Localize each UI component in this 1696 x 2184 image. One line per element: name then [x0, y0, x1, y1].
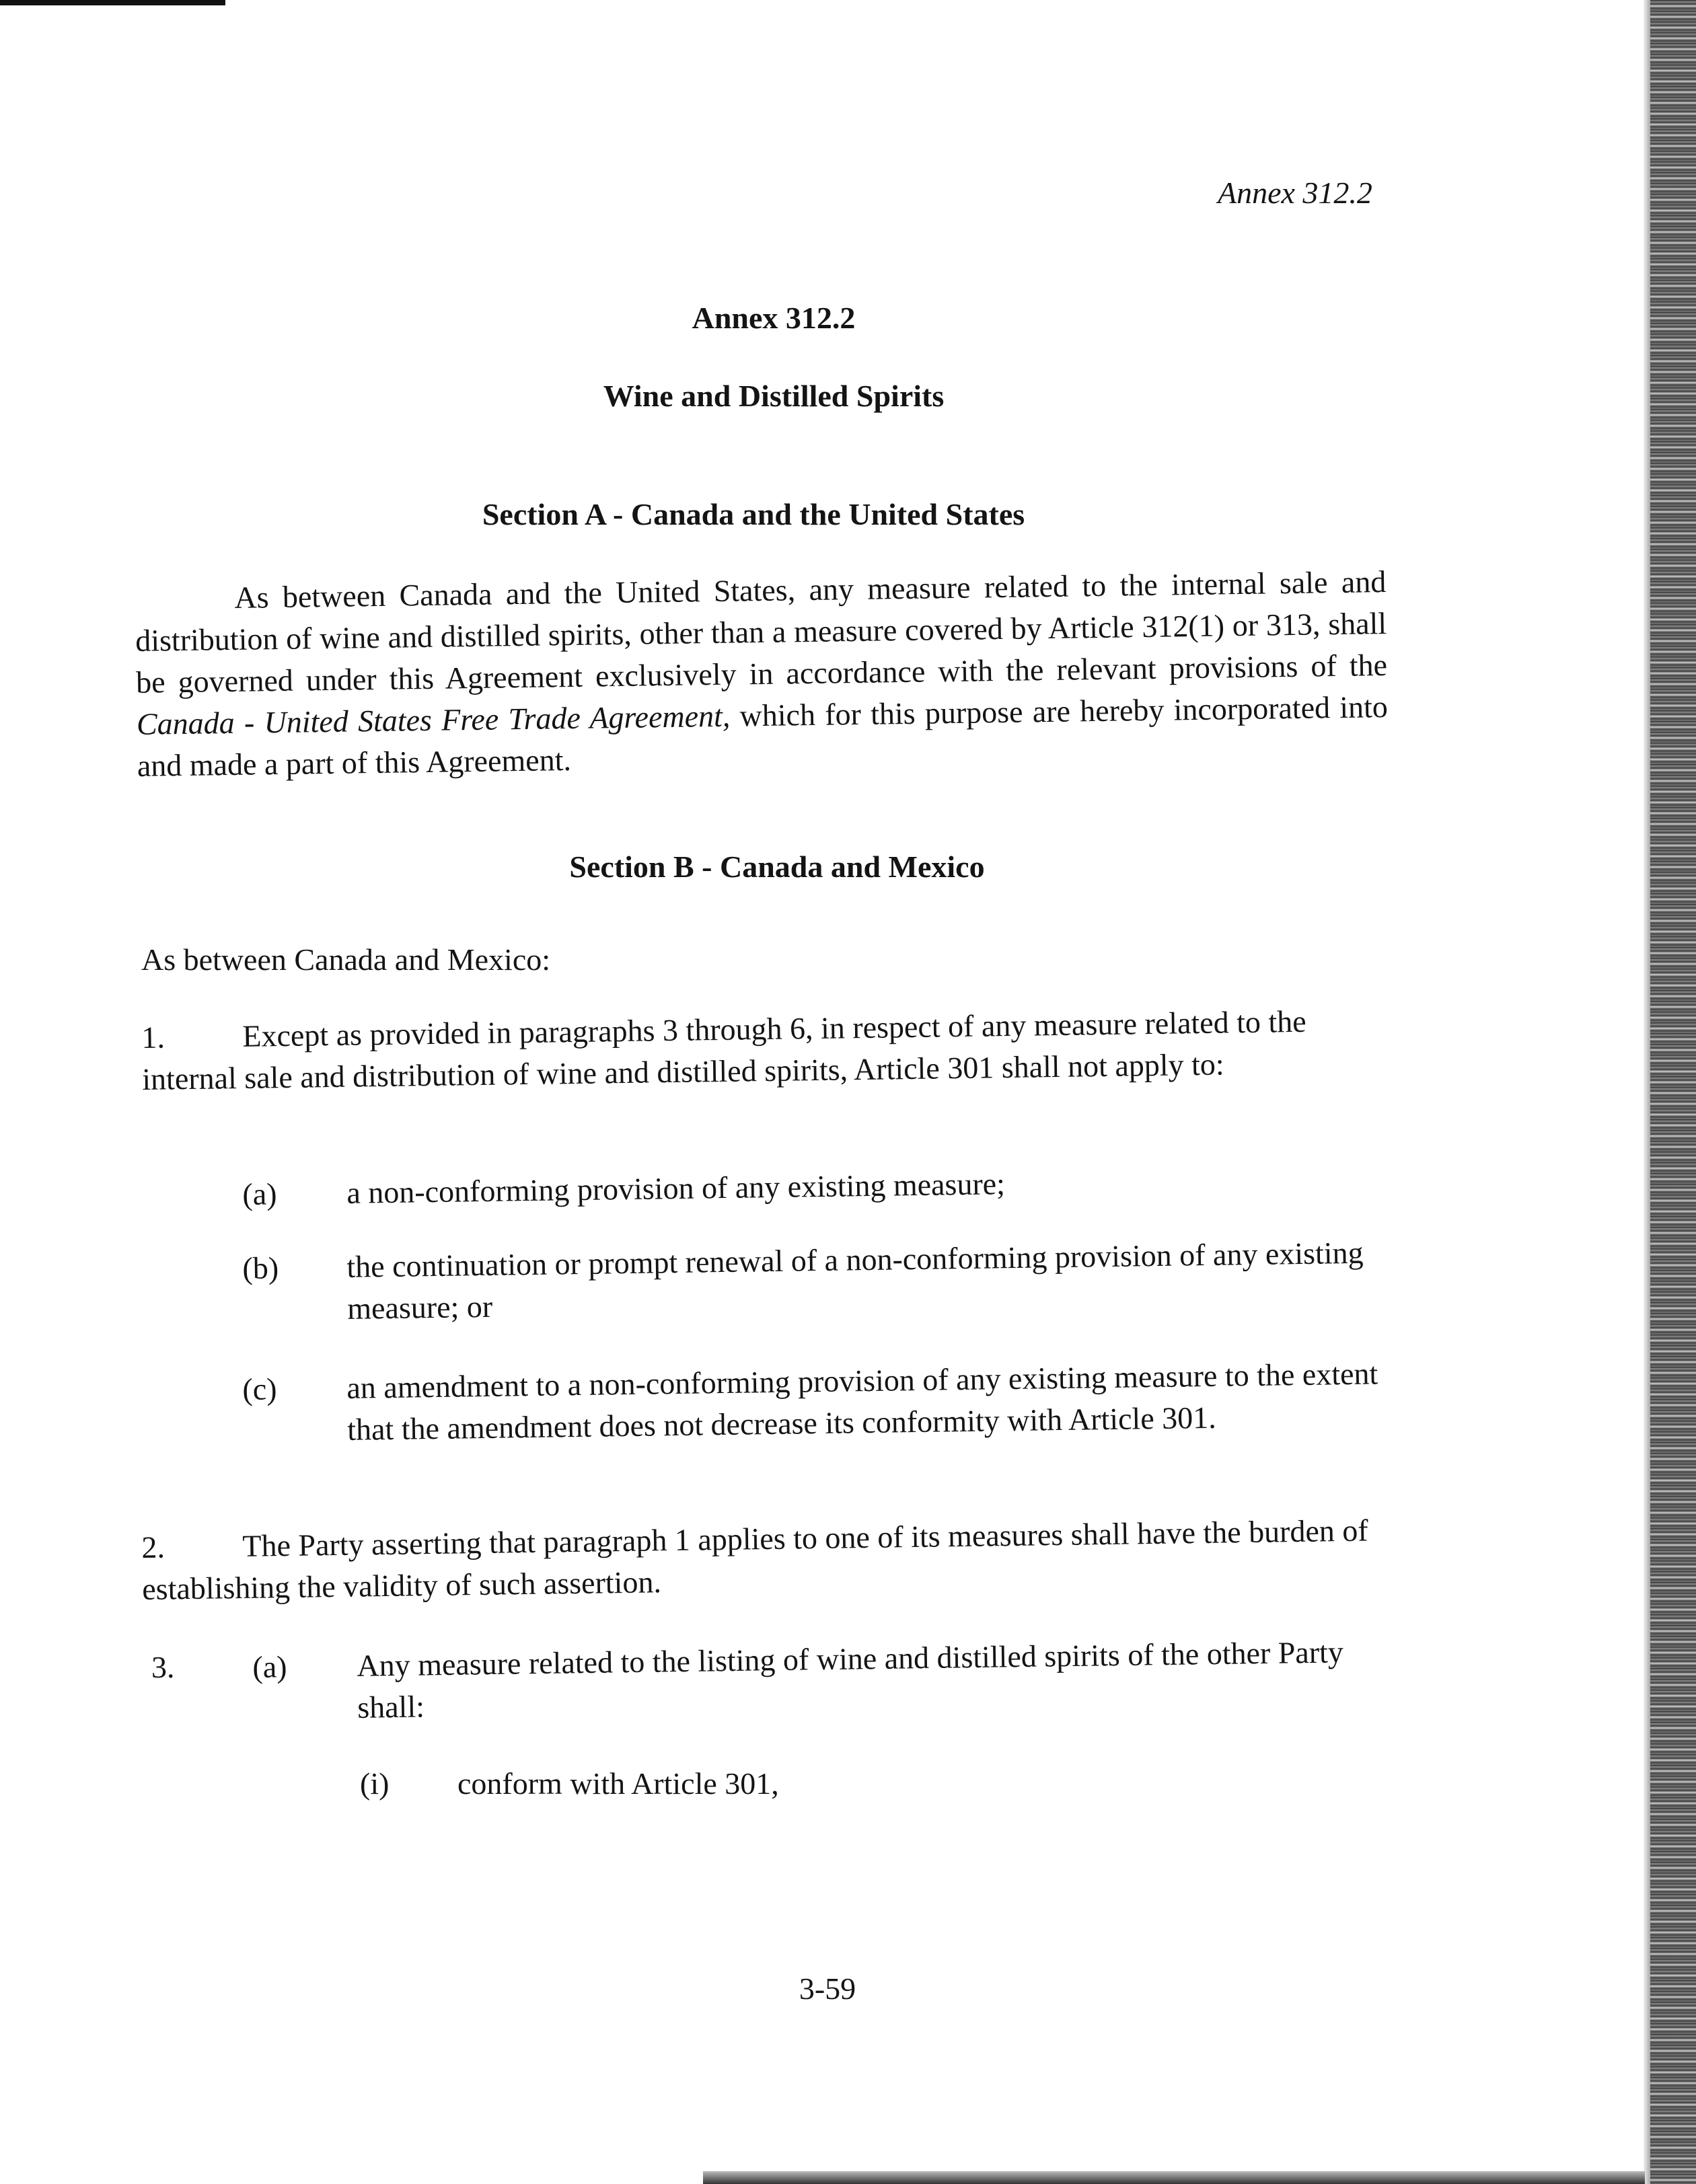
fta-title: Canada - United States Free Trade Agreement, — [136, 698, 731, 741]
scan-right-edge — [1644, 0, 1696, 2184]
section-b-heading: Section B - Canada and Mexico — [569, 850, 985, 884]
paragraph-3-number: 3. — [151, 1650, 175, 1684]
section-b-intro: As between Canada and Mexico: — [141, 942, 551, 977]
section-a-paragraph — [135, 561, 1389, 787]
running-head: Annex 312.2 — [1218, 176, 1372, 210]
list-item-text: an amendment to a non-conforming provision of any existing measure to the extent that the amendment does not decrease its conformity with Article 301. — [346, 1356, 1378, 1447]
list-item — [242, 1232, 1414, 1331]
scan-bottom-edge — [703, 2171, 1645, 2184]
list-item-text: the continuation or prompt renewal of a non-conforming provision of any existing measure; or — [346, 1235, 1364, 1326]
section-a-heading: Section A - Canada and the United States — [482, 497, 1025, 531]
section-a-text-1: As between Canada and the United States, any measure related to the internal sale and distribution of wine and distilled spirits, other than a measure covered by Article 312(1) or 313, shall be governed under this Agreement exclusively in accordance with the relevant provisions of the — [135, 564, 1388, 700]
sub-item — [360, 1766, 779, 1801]
paragraph-2-text: The Party asserting that paragraph 1 applies to one of its measures shall have the burden of establishing the validity of such assertion. — [141, 1513, 1368, 1606]
paragraph-2-number: 2. — [141, 1530, 165, 1565]
paragraph-1 — [141, 1000, 1407, 1100]
sub-item-text: conform with Article 301, — [457, 1766, 779, 1801]
paragraph-3 — [252, 1630, 1397, 1730]
list-item-text: a non-conforming provision of any existing measure; — [346, 1166, 1006, 1210]
paragraph-3-label: (a) — [252, 1649, 287, 1684]
sub-item-label: (i) — [360, 1766, 390, 1801]
section-a-text-2: which for this purpose are hereby incorporated into and made a part of this Agreement. — [137, 689, 1389, 783]
list-item — [242, 1353, 1414, 1452]
paragraph-2 — [141, 1509, 1407, 1610]
annex-title: Annex 312.2 — [692, 301, 856, 335]
scan-top-edge — [0, 0, 225, 5]
paragraph-3-text: Any measure related to the listing of wine and distilled spirits of the other Party shall: — [357, 1634, 1344, 1725]
paragraph-1-text: Except as provided in paragraphs 3 through 6, in respect of any measure related to the internal sale and distribution of wine and distilled spirits, Article 301 shall not apply to: — [141, 1004, 1306, 1096]
page-number: 3-59 — [799, 1971, 856, 2006]
list-item-label: (b) — [242, 1250, 279, 1285]
paragraph-1-number: 1. — [141, 1020, 165, 1055]
document-subtitle: Wine and Distilled Spirits — [603, 379, 945, 413]
list-item — [242, 1158, 1413, 1215]
list-item-label: (a) — [242, 1176, 277, 1211]
list-item-label: (c) — [242, 1371, 277, 1406]
